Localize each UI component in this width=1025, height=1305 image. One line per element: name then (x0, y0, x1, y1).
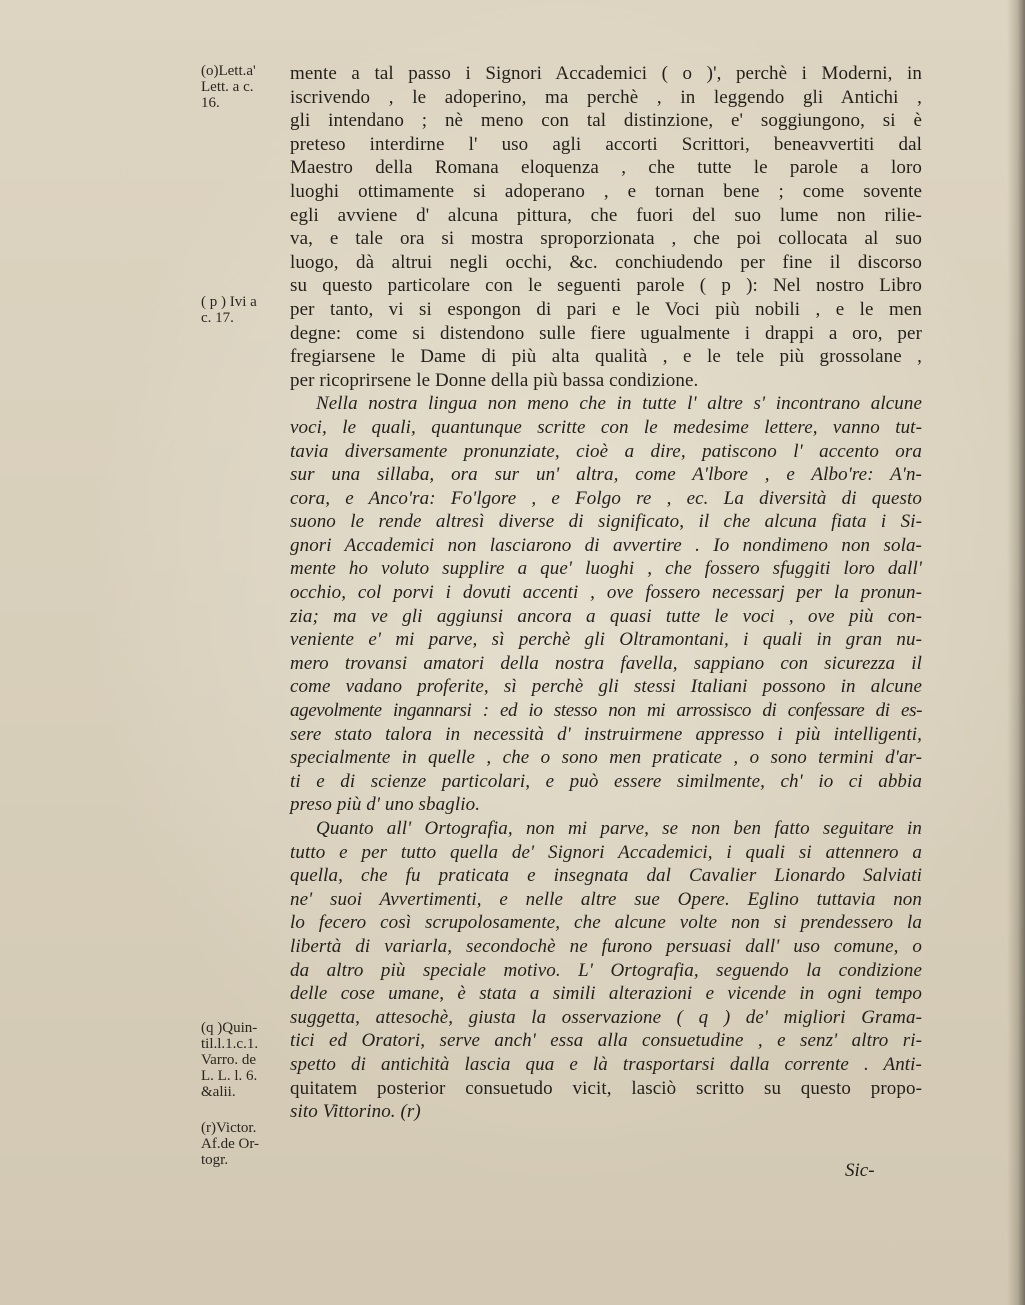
text-line: veniente e' mi parve, sì perchè gli Oltramontani, i quali in gran nu- (290, 629, 922, 651)
text-line: quitatem posterior consuetudo vicit, lasciò scritto su questo propo- (290, 1077, 922, 1099)
text-line: libertà di variarla, secondochè ne furono persuasi dall' uso comune, o (290, 935, 922, 957)
text-line: va, e tale ora si mostra sproporzionata , che poi collocata al suo (290, 228, 922, 250)
margin-note-line: (q )Quin- (201, 1020, 258, 1036)
margin-note-q (201, 1020, 258, 1100)
text-line: Maestro della Romana eloquenza , che tutte le parole a loro (290, 157, 922, 179)
text-line: specialmente in quelle , che o sono men praticate , o sono termini d'ar- (290, 747, 922, 769)
text-line: per ricoprirsene le Donne della più bassa condizione. (290, 369, 699, 391)
text-line: egli avviene d' alcuna pittura, che fuori del suo lume non rilie- (290, 204, 922, 226)
text-line: su questo particolare con le seguenti parole ( p ): Nel nostro Libro (290, 275, 922, 297)
text-line: sito Vittorino. (r) (290, 1101, 421, 1123)
binding-shadow (1007, 0, 1025, 1305)
margin-note-line: Af.de Or- (201, 1136, 260, 1152)
text-line: voci, le quali, quantunque scritte con le medesime lettere, vanno tut- (290, 416, 922, 438)
text-line: suono le rende altresì diverse di significato, il che alcuna fiata i Si- (290, 511, 922, 533)
text-line: tici ed Oratori, serve anch' essa alla consuetudine , e senz' altro ri- (290, 1030, 922, 1052)
text-line: mero trovansi amatori della nostra favella, sappiano con sicurezza il (290, 652, 922, 674)
text-line: sur una sillaba, ora sur un' altra, come A'lbore , e Albo're: A'n- (290, 464, 922, 486)
margin-note-line: (r)Victor. (201, 1120, 257, 1136)
text-line: luoghi ottimamente si adoperano , e tornan bene ; come sovente (290, 180, 922, 202)
text-line: lo fecero così scrupolosamente, che alcune volte non si prendessero la (290, 912, 922, 934)
catchword: Sic- (845, 1160, 875, 1181)
margin-note-r (201, 1120, 259, 1168)
text-line: luogo, dà altrui negli occhi, &c. conchiudendo per fine il discorso (290, 251, 922, 273)
text-line: iscrivendo , le adoperino, ma perchè , in leggendo gli Antichi , (290, 86, 922, 108)
text-line: Nella nostra lingua non meno che in tutte l' altre s' incontrano alcune (316, 393, 922, 415)
margin-note-line: ( p ) Ivi a (201, 294, 257, 310)
text-line: come vadano proferite, sì perchè gli stessi Italiani possono in alcune (290, 676, 922, 698)
text-line: da altro più speciale motivo. L' Ortografia, seguendo la condizione (290, 959, 922, 981)
text-line: gli intendano ; nè meno con tal distinzione, e' soggiungono, si è (290, 110, 922, 132)
text-line: Quanto all' Ortografia, non mi parve, se non ben fatto seguitare in (316, 818, 922, 839)
text-line: mente a tal passo i Signori Accademici ( o )', perchè i Moderni, in (290, 63, 922, 84)
text-line: mente ho voluto supplire a que' luoghi , che fossero sfuggiti loro dall' (290, 558, 922, 580)
margin-note-line: 16. (201, 95, 220, 111)
margin-note-line: til.l.1.c.1. (201, 1036, 259, 1052)
margin-note-line: L. L. l. 6. (201, 1068, 258, 1084)
margin-note-o (201, 63, 256, 111)
text-line: gnori Accademici non lasciarono di avvertire . Io nondimeno non sola- (290, 534, 922, 556)
text-line: agevolmente ingannarsi : ed io stesso non mi arrossisco di confessare di es- (290, 700, 922, 722)
text-line: tutto e per tutto quella de' Signori Accademici, i quali si attennero a (290, 841, 922, 863)
text-line: ti e di scienze particolari, e può essere similmente, ch' io ci abbia (290, 770, 922, 792)
margin-note-p (201, 294, 257, 326)
text-line: cora, e Anco'ra: Fo'lgore , e Folgo re , ec. La diversità di questo (290, 487, 922, 509)
text-line: quella, che fu praticata e insegnata dal Cavalier Lionardo Salviati (290, 865, 922, 887)
margin-notes (0, 0, 290, 1305)
text-line: preteso interdirne l' uso agli accorti Scrittori, beneavvertiti dal (290, 133, 922, 155)
margin-note-line: Varro. de (201, 1052, 256, 1068)
text-line: tavia diversamente pronunziate, cioè a dire, patiscono l' accento ora (290, 440, 922, 462)
text-line: fregiarsene le Dame di più alta qualità , e le tele più grossolane , (290, 346, 922, 368)
text-line: preso più d' uno sbaglio. (290, 794, 481, 816)
text-line: per tanto, vi si espongon di pari e le Voci più nobili , e le men (290, 298, 922, 320)
text-line: spetto di antichità lascia qua e là trasportarsi dalla corrente . Anti- (290, 1053, 922, 1075)
margin-note-line: &alii. (201, 1084, 236, 1100)
text-line: degne: come si distendono sulle fiere ugualmente i drappi a oro, per (290, 322, 922, 344)
text-line: suggetta, attesochè, giusta la osservazione ( q ) de' migliori Grama- (290, 1006, 922, 1028)
margin-note-line: (o)Lett.a' (201, 63, 256, 79)
text-line: occhio, col porvi i dovuti accenti , ove fossero necessarj per la pronun- (290, 582, 922, 604)
text-line: sere stato talora in necessità d' instruirmene appresso i più intelligenti, (290, 723, 922, 745)
text-line: delle cose umane, è stata a simili alterazioni e vicende in ogni tempo (290, 983, 922, 1005)
text-line: zia; ma ve gli aggiunsi ancora a quasi tutte le voci , ove più con- (290, 605, 922, 627)
text-line: ne' suoi Avvertimenti, e nelle altre sue Opere. Eglino tuttavia non (290, 888, 922, 910)
margin-note-line: c. 17. (201, 310, 234, 326)
margin-note-line: Lett. a c. (201, 79, 254, 95)
main-text-block (290, 62, 922, 1124)
margin-note-line: togr. (201, 1152, 229, 1168)
